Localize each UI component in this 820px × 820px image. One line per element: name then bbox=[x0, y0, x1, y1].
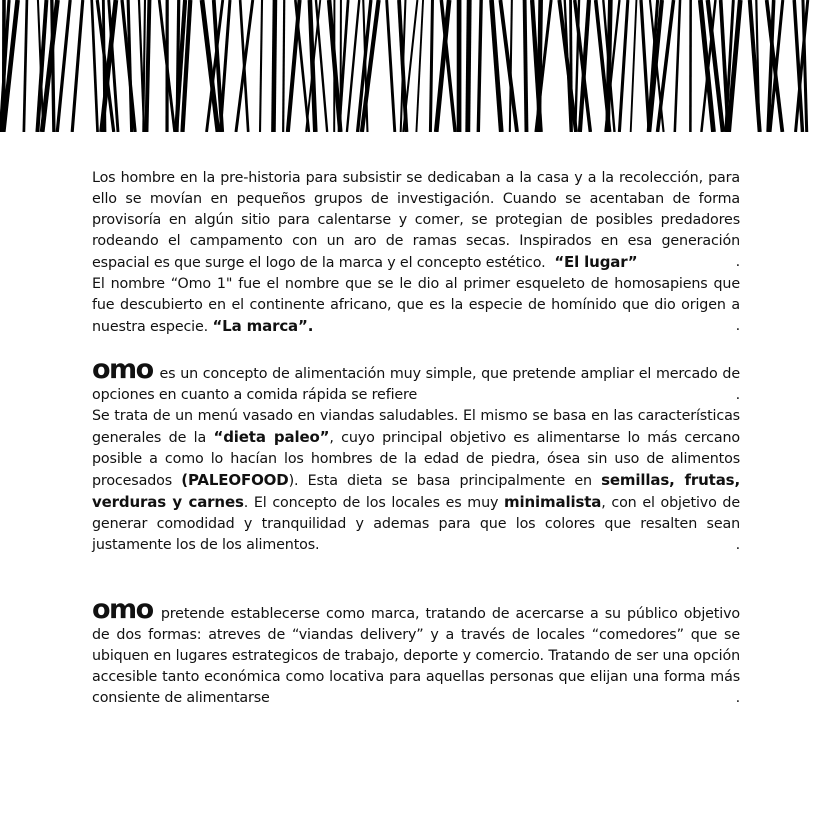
stripe-line bbox=[283, 0, 284, 132]
foods-bold: semillas, frutas, verduras y carnes bbox=[92, 471, 741, 511]
dieta-paleo-bold: “dieta paleo” bbox=[213, 428, 330, 446]
stripe-line bbox=[72, 0, 83, 132]
stripe-line bbox=[57, 0, 70, 132]
section1-text-1: es un concepto de alimentación muy simple, que pretende ampliar el mercado de opciones en cuanto a comida rápida se refiere bbox=[92, 366, 740, 403]
stripe-line bbox=[430, 0, 432, 132]
stripe-line bbox=[510, 0, 512, 132]
stripe-line bbox=[631, 0, 637, 132]
stripe-line bbox=[675, 0, 680, 132]
stripe-line bbox=[24, 0, 27, 132]
stripe-line bbox=[641, 0, 649, 132]
stripe-line bbox=[92, 0, 98, 132]
stripe-line bbox=[416, 0, 423, 132]
stripe-line bbox=[347, 0, 359, 132]
stripe-line bbox=[478, 0, 481, 132]
la-marca-heading: “La marca”. bbox=[212, 317, 314, 335]
section2-text-1: pretende establecerse como marca, tratando de acercarse a su público objetivo de dos formas: atreves de “viandas delivery” y a través de locales “comedores” que se ubiquen en lugares estrategicos de trabajo, deporte y comercio. Tratando de ser una opción accesible tanto económica como locativa para aquellas personas que elijan una forma más consiente de alimentarse bbox=[92, 606, 740, 706]
intro-paragraph-2 bbox=[92, 274, 740, 338]
paleofood-bold: (PALEOFOOD bbox=[181, 471, 289, 489]
document-body bbox=[92, 168, 740, 709]
section1-text-c: , cuyo principal objetivo es alimentarse lo más cercano posible a como lo hacían los hombres de la edad de piedra, ósea sin uso de alimentos procesados bbox=[92, 430, 741, 489]
stripe-line bbox=[260, 0, 262, 132]
stripe-line bbox=[146, 0, 149, 132]
header-stripes-pattern bbox=[0, 0, 820, 132]
intro-text-1: Los hombre en la pre-historia para subsistir se dedicaban a la casa y a la recolección, para ello se movían en pequeños grupos de investigación. Cuando se acentaban de forma provisoría en algún sitio para calentarse y comer, se protegian de posibles predadores rodeando el campamento con un aro de ramas secas. Inspirados en esa generación espacial es que surge el logo de la marca y el concepto estético. bbox=[92, 170, 740, 271]
section1-text-a: Se trata de un menú vasado en viandas saludables. El mismo se basa en las características generales de la bbox=[92, 408, 740, 446]
stripe-line bbox=[387, 0, 395, 132]
stripe-line bbox=[273, 0, 274, 132]
stripe-line bbox=[571, 0, 572, 132]
period-mark: . bbox=[735, 387, 740, 403]
stripe-line bbox=[525, 0, 527, 132]
minimalista-bold: minimalista bbox=[504, 493, 602, 511]
intro-text-2: El nombre “Omo 1" fue el nombre que se le dio al primer esqueleto de homosapiens que fue descubierto en el continente africano, que es la especie de homínido que dio origen a nuestra especie. bbox=[92, 276, 740, 335]
period-mark: . bbox=[735, 537, 740, 553]
stripe-line bbox=[143, 0, 145, 132]
section1-text-i: , con el objetivo de generar comodidad y tranquilidad y ademas para que los colores que resalten sean justamente los de los alimentos. bbox=[92, 495, 740, 553]
stripe-line bbox=[500, 0, 517, 132]
section1-paragraph-1 bbox=[92, 354, 740, 406]
stripe-line bbox=[491, 0, 501, 132]
stripe-line bbox=[619, 0, 627, 132]
section1-paragraph-2 bbox=[92, 406, 740, 556]
section2-paragraph-1 bbox=[92, 594, 740, 709]
omo-logo: omo bbox=[92, 594, 153, 625]
stripe-line bbox=[468, 0, 469, 132]
period-mark: . bbox=[735, 318, 740, 334]
period-mark: . bbox=[735, 690, 740, 706]
stripe-line bbox=[288, 0, 300, 132]
stripe-line bbox=[128, 0, 132, 132]
section1-text-g: . El concepto de los locales es muy bbox=[243, 495, 499, 511]
stripe-line bbox=[236, 0, 253, 132]
section1-text-e: ). Esta dieta se basa principalmente en bbox=[288, 473, 592, 489]
el-lugar-heading: “El lugar” bbox=[554, 253, 638, 271]
intro-paragraph-1 bbox=[92, 168, 740, 274]
omo-logo: omo bbox=[92, 354, 153, 385]
period-mark: . bbox=[735, 254, 740, 270]
